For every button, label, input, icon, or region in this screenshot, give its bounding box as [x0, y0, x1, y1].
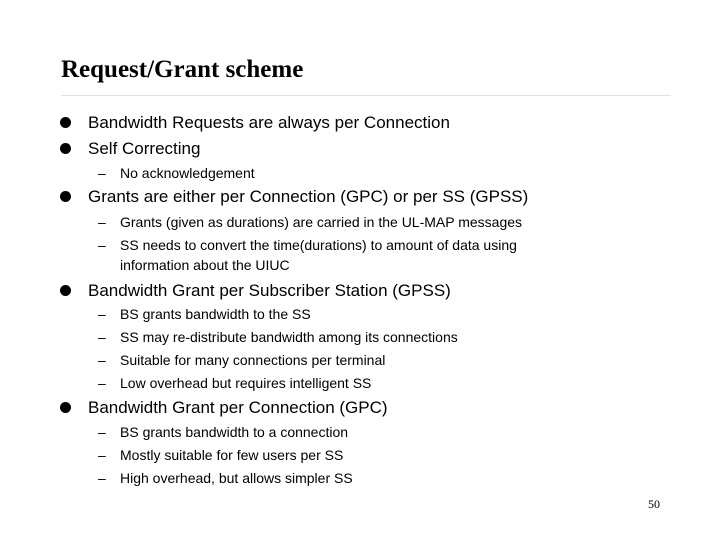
bullet-self-correcting: Self Correcting — [88, 139, 201, 158]
dash-icon: – — [98, 165, 106, 181]
title-divider — [61, 95, 671, 96]
sub-item-ss-convert: SS needs to convert the time(durations) to amount of data using — [120, 237, 517, 253]
bullet-icon — [60, 285, 71, 296]
bullet-icon — [60, 402, 71, 413]
dash-icon: – — [98, 470, 106, 486]
dash-icon: – — [98, 237, 106, 253]
sub-item-bs-grants-ss: BS grants bandwidth to the SS — [120, 306, 311, 322]
sub-item-grants-durations: Grants (given as durations) are carried in the UL-MAP messages — [120, 214, 523, 230]
bullet-bandwidth-requests: Bandwidth Requests are always per Connection — [88, 113, 450, 132]
page-number: 50 — [648, 497, 660, 511]
bullet-grants-either: Grants are either per Connection (GPC) or per SS (GPSS) — [88, 187, 529, 206]
sub-item-ss-convert-cont: information about the UIUC — [120, 257, 290, 273]
sub-item-mostly-suitable: Mostly suitable for few users per SS — [120, 447, 344, 463]
slide-title: Request/Grant scheme — [61, 56, 304, 83]
bullet-icon — [60, 117, 71, 128]
bullet-icon — [60, 191, 71, 202]
sub-item-bs-grants-connection: BS grants bandwidth to a connection — [120, 424, 349, 440]
bullet-gpss: Bandwidth Grant per Subscriber Station (GPSS) — [88, 281, 451, 300]
dash-icon: – — [98, 214, 106, 230]
sub-item-high-overhead: High overhead, but allows simpler SS — [120, 470, 353, 486]
dash-icon: – — [98, 375, 106, 391]
dash-icon: – — [98, 447, 106, 463]
dash-icon: – — [98, 424, 106, 440]
sub-item-suitable-many: Suitable for many connections per terminal — [120, 352, 386, 368]
sub-item-no-ack: No acknowledgement — [120, 165, 255, 181]
bullet-gpc: Bandwidth Grant per Connection (GPC) — [88, 398, 388, 417]
sub-item-low-overhead: Low overhead but requires intelligent SS — [120, 375, 372, 391]
dash-icon: – — [98, 352, 106, 368]
dash-icon: – — [98, 329, 106, 345]
dash-icon: – — [98, 306, 106, 322]
sub-item-ss-redistribute: SS may re-distribute bandwidth among its connections — [120, 329, 458, 345]
bullet-icon — [60, 143, 71, 154]
